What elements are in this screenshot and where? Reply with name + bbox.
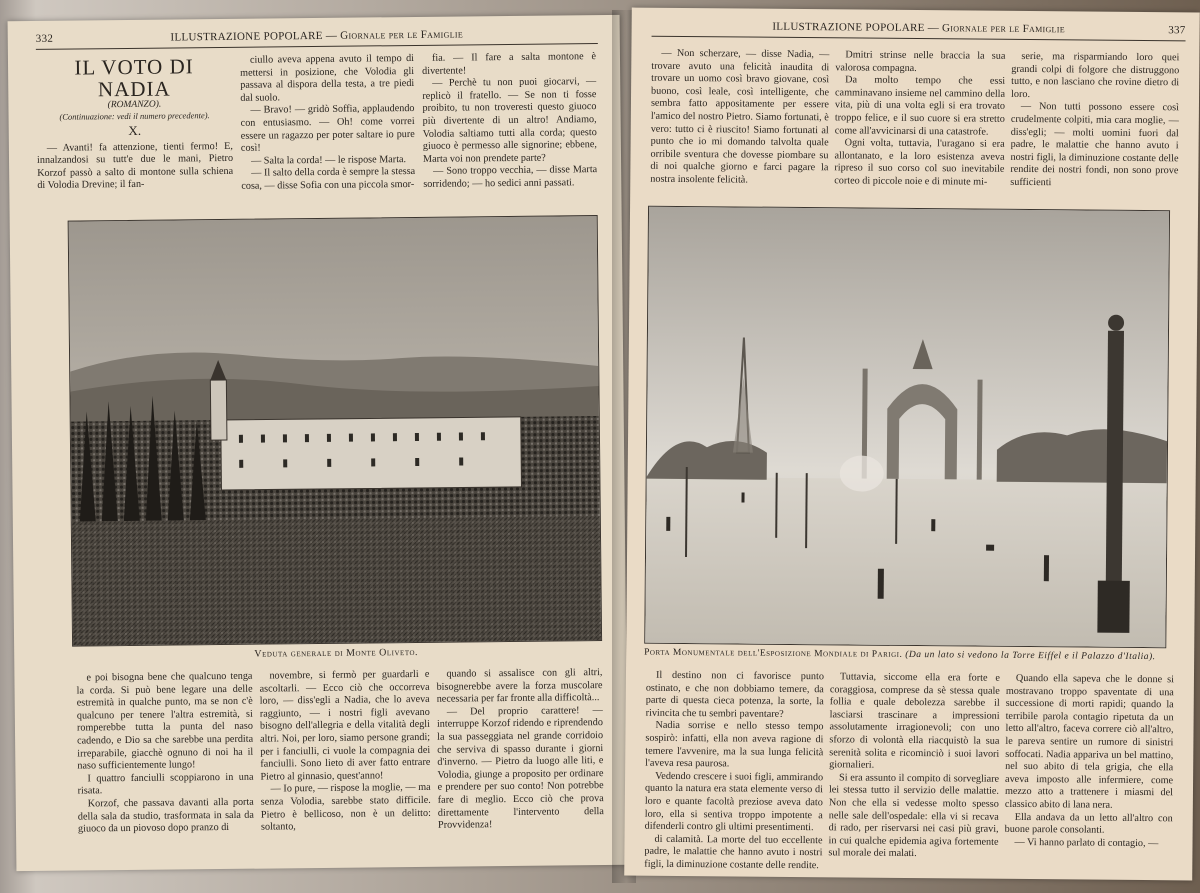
- left-top-column-3: [422, 51, 598, 229]
- right-bottom-column-1: [644, 669, 825, 872]
- exposition-gate-illustration: [645, 207, 1169, 648]
- paragraph: Ogni volta, tuttavia, l'uragano si era allontanato, e la loro esistenza aveva ripreso il suo corso col suo inevitabile corteo di piccole noie e di minute mi-: [834, 137, 1005, 188]
- paris-exposition-photo: [644, 206, 1170, 649]
- right-top-column-1: [650, 48, 829, 200]
- left-page: [8, 15, 629, 871]
- left-illustration-caption: Veduta generale di Monte Oliveto.: [254, 646, 419, 660]
- paragraph: Da molto tempo che essi camminavano insieme nel cammino della vita, più di una volta egli si era trovato troppo felice, e il suo cuore si era stretto come all'avvicinarsi di una catastrofe.: [834, 74, 1006, 138]
- caption-main: Porta Monumentale dell'Esposizione Mondiale di Parigi.: [644, 647, 903, 660]
- left-top-column-2: [240, 53, 416, 231]
- left-bottom-column-3: [436, 667, 604, 851]
- paragraph: — Non tutti possono essere così crudelmente colpiti, mia cara moglie, — diss'egli; — molti uomini fuori dal padre, le malattie che hanno avuto i nostri figli, la diminuzione costante delle rendite dei nostri fondi, non sono prove sufficienti: [1010, 101, 1179, 189]
- paragraph: Ella andava da un letto all'altro con buone parole consolanti.: [1004, 811, 1173, 836]
- paragraph: — Io pure, — rispose la moglie, — ma senza Volodia, sarebbe stato difficile. Pietro è bellicoso, non è un delitto: soltanto,: [260, 782, 431, 833]
- paragraph: — Del proprio carattere! — interruppe Korzof ridendo e riprendendo la sua passeggiata nel grande corridoio che serviva di spasso durante i giorni d'inverno. — Pietro da luogo alle liti, e Volodia, giunge a proposito per ordinare e prendere per suo conto! Non potrebbe fare di meglio. Ecco ciò che prova direttamente l'intervento della Provvidenza!: [436, 704, 604, 831]
- paragraph: — Perchè tu non puoi giocarvi, — replicò il fratello. — Se non ti fosse proibito, tu non troveresti questo giuoco più divertente di un altro! Andiamo, Volodia saltiamo tutti alla corda; questo giuoco è permesso alle signorine; ebbene, Marta voi non prendete parte?: [422, 76, 597, 165]
- paragraph: — Il salto della corda è sempre la stessa cosa, — disse Sofia con una piccola smor-: [241, 166, 416, 192]
- left-running-head: [36, 25, 598, 50]
- serial-note: (Continuazione: vedi il numero precedente).: [59, 110, 210, 122]
- paragraph: — Sono troppo vecchia, — disse Marta sorridendo; — ho sedici anni passati.: [423, 164, 598, 190]
- serial-title: IL VOTO DI NADIA: [74, 54, 194, 102]
- right-top-column-2: [834, 49, 1005, 200]
- right-running-title: ILLUSTRAZIONE POPOLARE — Giornale per le Famiglie: [772, 20, 1065, 36]
- left-running-title: ILLUSTRAZIONE POPOLARE — Giornale per le Famiglie: [170, 28, 464, 44]
- paragraph: novembre, si fermò per guardarli e ascoltarli. — Ecco ciò che occorreva loro, — diss'egli a Nadia, che lo aveva raggiunto, — i nostri figli avevano bisogno dell'allegria e della vitalità degli altri. Noi, per loro, siamo persone grandi; per i fanciulli, ci vuole la compagnia dei fanciulli. Sono lieto di aver fatto entrare Pietro al ginnasio, quest'anno!: [259, 668, 431, 783]
- paragraph: — Non scherzare, — disse Nadia, — trovare avuto una felicità inaudita di trovare un uomo così bravo giovane, così buono, così leale, così intelligente, che sembra fatto appositamente per essere l'amico del nostro Pietro. Siamo fortunati, è vero: tutto ci è riuscito! Siamo fortunati al punto che io mi domando talvolta quale orribile sventura che dovesse piombare su di noi qualche giorno e farci pagare la nostra insolente felicità.: [650, 47, 830, 186]
- paragraph: Si era assunto il compito di sorvegliare lei stessa tutto il servizio delle malattie. Non che ella si vedesse molto spesso nelle sale dell'ospedale: ella vi si recava di rado, per riservarsi nei casi più gravi, in cui qualche epidemia agiva fortemente sul morale dei malati.: [828, 772, 1000, 860]
- left-page-number: 332: [35, 32, 54, 45]
- paragraph: Vedendo crescere i suoi figli, ammirando quanto la natura era stata elemente verso di loro e quante facoltà preziose aveva dato loro, ella si sentiva troppo impotente a difenderli contro gli ultimi presentimenti.: [644, 770, 824, 834]
- paragraph: di calamità. La morte del tuo eccellente padre, le malattie che hanno avuto i nostri figli, la diminuzione costante delle rendite.: [644, 833, 823, 872]
- paragraph: e poi bisogna bene che qualcuno tenga la corda. Si può bene legare una delle estremità in qualche punto, ma se non c'è qualcuno per tenere l'altra estremità, si romperebbe tutta la punta del naso cadendo, e Dio sa che sarebbe una perdita irreparabile, giacchè ognuno di noi ha il naso sufficientemente lungo!: [76, 670, 254, 772]
- right-illustration-caption: [644, 648, 1172, 663]
- paragraph: fia. — Il fare a salta montone è divertente!: [422, 51, 597, 77]
- left-bottom-column-2: [259, 669, 431, 853]
- right-bottom-column-2: [828, 671, 1000, 862]
- paragraph: — Vi hanno parlato di contagio, —: [1014, 836, 1159, 849]
- caption-note: (Da un lato si vedono la Torre Eiffel e il Palazzo d'Italia).: [905, 649, 1156, 663]
- left-top-column-1: [36, 55, 234, 233]
- paragraph: Korzof, che passava davanti alla porta della sala da studio, trasformata in sala da giuoco da un piovoso dopo pranzo di: [77, 796, 254, 835]
- paragraph: Dmitri strinse nelle braccia la sua valorosa compagna.: [835, 49, 1006, 74]
- chapter-number: X.: [128, 122, 142, 138]
- paragraph: Nadia sorrise e nello stesso tempo sospirò: infatti, ella non aveva ragione di temere l'avvenire, ma la sua lunga felicità l'aveva resa paurosa.: [645, 720, 824, 770]
- monte-oliveto-illustration: [69, 216, 601, 646]
- paragraph: — Salta la corda! — le rispose Marta.: [250, 153, 407, 167]
- paragraph: — Avanti! fa attenzione, tienti fermo! E, innalzandosi su tutt'e due le mani, Pietro Korzof passò a salto di montone sulla schiena di Volodia Drevine; il fan-: [36, 140, 234, 192]
- right-running-head: [652, 18, 1186, 42]
- right-page-number: 337: [1168, 24, 1186, 37]
- right-bottom-column-3: [1004, 673, 1174, 864]
- paragraph: ciullo aveva appena avuto il tempo di mettersi in posizione, che Volodia gli passava al dispora della testa, a tre piedi dal suolo.: [240, 52, 415, 104]
- right-top-column-3: [1010, 51, 1179, 202]
- paragraph: I quattro fanciulli scoppiarono in una risata.: [77, 771, 254, 797]
- paragraph: Quando ella sapeva che le donne si mostravano troppo spaventate di una successione di morti rapidi; quando la terribile parola contagio ripetuta da un letto all'altro, faceva correre ciò all'altro, le pareva sentire un rumore di sinistri soffocati. Nadia appariva un bel mattino, nel suo abito di tela grigia, che ella aveva imposto alle infermiere, come mezzo atto a trattenere i miasmi del classico abito di lana nera.: [1004, 672, 1175, 811]
- paragraph: Tuttavia, siccome ella era forte e coraggiosa, comprese da sè stessa quale follia e quale debolezza sarebbe il lasciarsi trascinare a impressioni assolutamente irragionevoli; con uno sforzo di volontà ella riacquistò la sua serenità solita e ricominciò i suoi lavori giornalieri.: [829, 671, 1001, 771]
- left-bottom-column-1: [76, 671, 254, 855]
- monte-oliveto-engraving: [68, 215, 602, 647]
- serial-genre: (ROMANZO).: [107, 99, 162, 111]
- paragraph: — Bravo! — gridò Soffia, applaudendo con entusiasmo. — Oh! come vorrei essere un ragazzo per poter saltare io pure così!: [240, 103, 415, 154]
- paragraph: quando si assalisce con gli altri, bisognerebbe avere la forza muscolare necessaria per far fronte alla difficoltà...: [436, 667, 603, 705]
- paragraph: serie, ma risparmiando loro quei grandi colpi di folgore che distruggono tutto, e non lasciano che rovine dietro di loro.: [1011, 50, 1180, 100]
- right-page: [624, 8, 1200, 881]
- paragraph: Il destino non ci favorisce punto ostinato, e che non dobbiamo temere, da parte di questa cieca potenza, la sorte, la rivincita che tu sembri paventare?: [645, 669, 825, 720]
